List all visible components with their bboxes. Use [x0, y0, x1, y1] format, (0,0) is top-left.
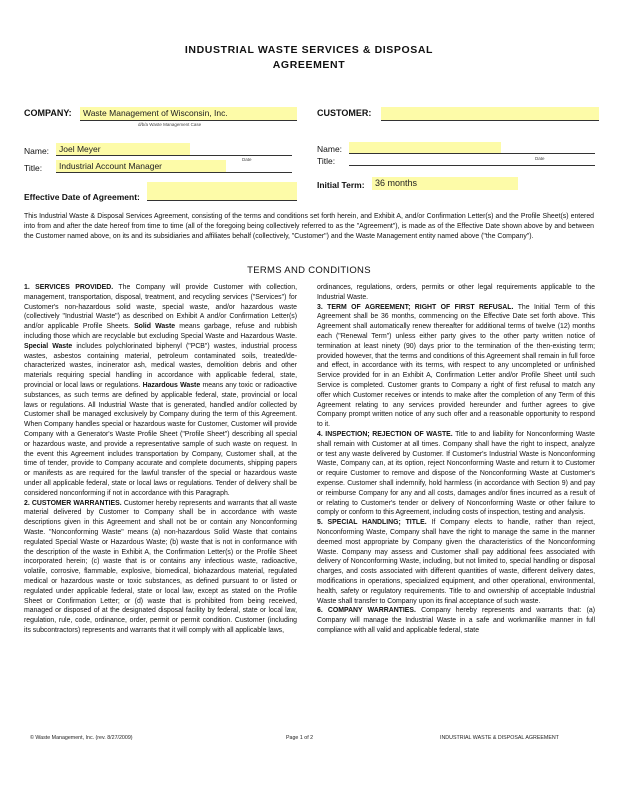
- customer-label: CUSTOMER:: [317, 108, 372, 118]
- customer-name-underline: [349, 153, 595, 154]
- company-caption: d/b/a Waste Management Case: [138, 122, 202, 127]
- customer-name-label: Name:: [317, 144, 343, 154]
- effective-date-underline: [147, 200, 297, 201]
- customer-title-underline: [349, 165, 595, 166]
- title-label: Title:: [24, 163, 43, 173]
- document-title-line-1: INDUSTRIAL WASTE SERVICES & DISPOSAL: [184, 44, 434, 56]
- company-field[interactable]: Waste Management of Wisconsin, Inc.: [80, 107, 297, 120]
- document-title-line-2: AGREEMENT: [272, 59, 346, 71]
- footer-page-number: Page 1 of 2: [286, 735, 314, 741]
- terms-right-column: [317, 283, 595, 723]
- customer-name-field[interactable]: [349, 142, 501, 153]
- section-3-term: 3. TERM OF AGREEMENT; RIGHT OF FIRST REFUSAL. The Initial Term of this Agreement shall be 36 months, commencing on the Effective Date set forth above. This Agreement shall automatically renew thereafter for additional terms of twelve (12) months each ("Renewal Term") unless either party gives to the other party written notice of termination at least ninety (90) days prior to the termination of the then-existing term; provided however, that the terms and conditions of this Agreement shall remain in full force and effect, in accordance with its terms, with respect to any uncompleted or unfinished Service provided for in an Exhibit A, Confirmation Letter and/or Profile Sheet until such Service is completed. Customer grants to Company a right of first refusal to match any offer which Customer receives or intends to make after the completion of any Term of this Agreement relating to any services provided hereunder and further agrees to give Company prompt written notice of any such offer and a reasonable opportunity to respond to it.: [317, 303, 595, 429]
- customer-underline: [381, 120, 599, 121]
- section-1-services: 1. SERVICES PROVIDED. The Company will provide Customer with collection, management, transportation, disposal, treatment, and recycling services ("Services") for Customer's non-hazardous solid waste, special waste, and/or hazardous waste (collectively "Industrial Waste") as described on Exhibit A and/or Confirmation Letter(s) and/or applicable Profile Sheets. Solid Waste means garbage, refuse and rubbish including those which are recyclable but excluding Special Waste and Hazardous Waste. Special Waste includes polychlorinated biphenyl ("PCB") wastes, industrial process wastes, asbestos containing material, petroleum contaminated soils, treated/de-characterized wastes, incinerator ash, medical wastes, demolition debris and other materials requiring special handling in accordance with applicable federal, state, provincial or local laws or regulations. Hazardous Waste means any toxic or radioactive substances, as such terms are defined by applicable federal, state, provincial or local laws or regulations. All Industrial Waste that is generated, handled and/or collected by Customer shall be managed exclusively by Company during the term of this Agreement. When Company handles special or hazardous waste for Customer, Customer will provide Company with a Generator's Waste Profile Sheet ("Profile Sheet") describing all special or hazardous waste, and provide a representative sample of such waste on request. In the event this Agreement includes transportation by Company, Customer shall, at the time of tender, provide to Company accurate and complete documents, shipping papers or manifests as are required for the lawful transfer of the special or hazardous waste under all applicable federal, state or local laws or regulations. Tender of delivery shall be considered nonconforming if not in accordance with this Paragraph.: [24, 284, 297, 497]
- section-4-inspection: 4. INSPECTION; REJECTION OF WASTE. Title to and liability for Nonconforming Waste shall remain with Customer at all times. Company shall have the right to inspect, analyze or test any waste delivered by Customer. If Customer's Industrial Waste is Nonconforming Waste, Company can, at its option, reject Nonconforming Waste and return it to Customer or require Customer to remove and dispose of the Nonconforming Waste at Customer's expense. Customer shall indemnify, hold harmless (in accordance with Section 9) and pay or reimburse Company for any and all costs, damages and/or fines incurred as a result of or relating to Customer's tender or delivery of Nonconforming Waste or other failure to comply or conform to this Agreement, including costs of inspection, testing and analysis.: [317, 430, 595, 517]
- section-5-special-handling: 5. SPECIAL HANDLING; TITLE. If Company elects to handle, rather than reject, Nonconforming Waste, Company shall have the right to manage the same in the manner deemed most appropriate by Company given the characteristics of the Nonconforming Waste. Company may assess and Customer shall pay additional fees associated with delivery of Nonconforming Waste, including, but not limited to, special handling or disposal charges, and costs associated with different quantities of waste, different delivery dates, modifications in operations, specialized equipment, and other operational, environmental, health, safety or regulatory requirements. Title to and ownership of acceptable Industrial Waste shall transfer to Company upon its final acceptance of such waste.: [317, 519, 595, 605]
- effective-date-label: Effective Date of Agreement:: [24, 192, 140, 202]
- customer-date-caption: Date: [535, 156, 545, 161]
- intro-paragraph: This Industrial Waste & Disposal Services Agreement, consisting of the terms and conditions set forth herein, and Exhibit A, and/or Confirmation Letter(s) and the Profile Sheet(s) entered into from and after the date hereof from time to time (all of the foregoing being collectively referred to as the "Agreement"), is made as of the Effective Date shown above by and between the Customer named above, on its and its subsidiaries and affiliates behalf (collectively, "Customer") and the Waste Management entity named above ("the Company").: [24, 213, 594, 240]
- initial-term-label: Initial Term:: [317, 180, 365, 190]
- title-underline: [56, 172, 292, 173]
- terms-left-column: [24, 283, 297, 723]
- name-field[interactable]: Joel Meyer: [56, 143, 190, 155]
- section-2-customer-warranties: 2. CUSTOMER WARRANTIES. Customer hereby represents and warrants that all waste material delivered by Customer to Company shall be in accordance with waste descriptions given in this Agreement and shall not be or contain any Nonconforming Waste. "Nonconforming Waste" means (a) non-hazardous Solid Waste that contains regulated Special Waste or Hazardous Waste; (b) waste that is not in conformance with the description of the waste in Exhibit A, the Confirmation Letter(s) or the Profile Sheet incorporated herein; (c) waste that is or contains any infectious waste, radioactive, volatile, corrosive, flammable, explosive, biomedical, biohazardous material, regulated medical or hazardous waste or toxic substances, as defined pursuant to or listed or regulated under applicable federal, state or local law, except as stated on the Profile Sheet or Confirmation Letter; or (d) waste that is prohibited from being received, managed or disposed of at the designated disposal facility by federal, state or local law, regulation, rule, code, ordinance, order, permit or permit condition. Customer (including its subcontractors) represents and warrants that it will comply with all applicable laws,: [24, 499, 297, 634]
- terms-heading: TERMS AND CONDITIONS: [247, 265, 371, 276]
- effective-date-field[interactable]: [147, 182, 297, 200]
- section-2-continued: ordinances, regulations, orders, permits or other legal requirements applicable to the Industrial Waste.: [317, 284, 595, 301]
- section-6-company-warranties: 6. COMPANY WARRANTIES. Company hereby represents and warrants that: (a) Company will manage the Industrial Waste in a safe and workmanlike manner in full compliance with all valid and applicable federal, state: [317, 607, 595, 634]
- footer-doc-name: INDUSTRIAL WASTE & DISPOSAL AGREEMENT: [440, 735, 559, 741]
- company-label: COMPANY:: [24, 108, 72, 118]
- name-underline: [56, 155, 292, 156]
- title-field[interactable]: Industrial Account Manager: [56, 160, 226, 172]
- initial-term-field[interactable]: 36 months: [372, 177, 518, 190]
- company-date-caption: Date: [242, 157, 252, 162]
- footer-copyright: © Waste Management, Inc. (rev. 8/27/2009): [30, 735, 133, 741]
- customer-field[interactable]: [381, 107, 599, 120]
- customer-title-label: Title:: [317, 156, 336, 166]
- name-label: Name:: [24, 146, 50, 156]
- company-underline: [80, 120, 297, 121]
